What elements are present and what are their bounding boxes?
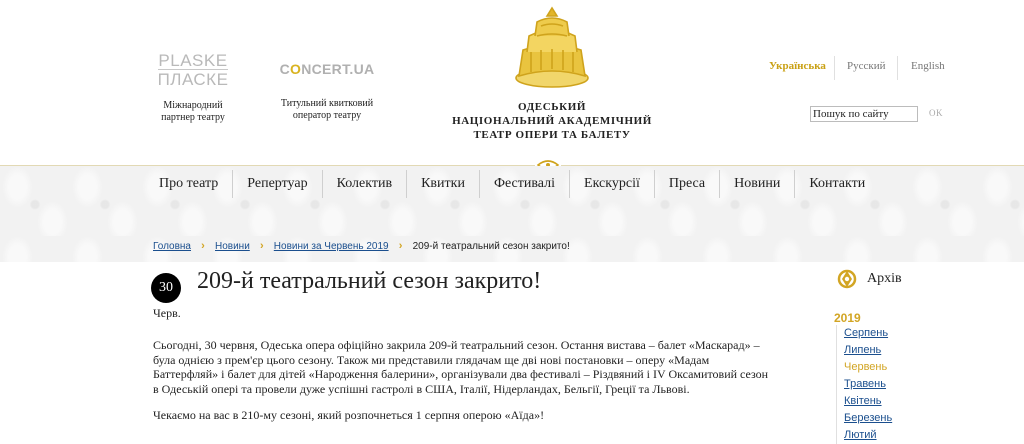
partner-caption: Міжнародний партнер театру xyxy=(161,100,225,123)
theatre-name: ОДЕСЬКИЙ НАЦІОНАЛЬНИЙ АКАДЕМІЧНИЙ ТЕАТР ОПЕРИ ТА БАЛЕТУ xyxy=(452,101,652,141)
partner-caption: Титульний квитковий оператор театру xyxy=(280,98,374,121)
archive-month-list xyxy=(836,325,896,444)
breadcrumb-current: 209-й театральний сезон закрито! xyxy=(412,240,570,252)
archive-month-link[interactable]: Березень xyxy=(844,412,893,424)
date-month: Черв. xyxy=(153,306,181,320)
archive-month-link[interactable]: Лютий xyxy=(844,429,877,441)
archive-month-link[interactable]: Серпень xyxy=(844,327,889,339)
chevron-right-icon: › xyxy=(398,240,403,252)
chevron-right-icon: › xyxy=(201,240,205,252)
nav-item-about[interactable]: Про театр xyxy=(145,170,233,198)
nav-item-festivals[interactable]: Фестивалі xyxy=(480,170,570,198)
nav-item-contacts[interactable]: Контакти xyxy=(809,176,866,191)
concert-ua-logo[interactable]: CONCERT.UA xyxy=(279,61,375,77)
nav-item-tickets[interactable]: Квитки xyxy=(407,170,480,198)
archive-header xyxy=(836,268,902,290)
article-body xyxy=(153,338,775,435)
lang-russian[interactable]: Русский xyxy=(847,60,886,72)
lang-ukrainian[interactable]: Українська xyxy=(769,60,826,72)
search-input[interactable] xyxy=(810,106,918,122)
plaske-logo-line2: ПЛАСКЕ xyxy=(157,70,229,89)
theatre-crown-logo[interactable] xyxy=(507,6,597,92)
plaske-logo-line1: PLASKE xyxy=(158,51,228,70)
site-header xyxy=(0,0,1024,165)
archive-month-link[interactable]: Квітень xyxy=(844,395,882,407)
lang-english[interactable]: English xyxy=(911,60,945,72)
archive-month-link[interactable]: Липень xyxy=(844,344,882,356)
archive-label: Архів xyxy=(867,271,902,286)
main-nav xyxy=(145,170,879,198)
partner-plaske[interactable] xyxy=(148,52,238,124)
article-paragraph: Чекаємо на вас в 210-му сезоні, який розпочнеться 1 серпня оперою «Аїда»! xyxy=(153,408,545,422)
breadcrumb-month[interactable]: Новини за Червень 2019 xyxy=(273,240,389,252)
lang-divider xyxy=(834,56,835,80)
lang-divider xyxy=(897,56,898,80)
breadcrumb-news[interactable]: Новини xyxy=(215,240,250,252)
chevron-right-icon: › xyxy=(259,240,264,252)
archive-month-active[interactable]: Червень xyxy=(844,361,888,373)
nav-item-tours[interactable]: Екскурсії xyxy=(570,170,655,198)
date-badge: 30 xyxy=(151,273,181,303)
breadcrumb xyxy=(153,240,570,252)
nav-item-news[interactable]: Новини xyxy=(720,170,795,198)
archive-ornament-icon xyxy=(836,268,858,290)
partner-concert[interactable] xyxy=(262,52,392,122)
nav-item-press[interactable]: Преса xyxy=(655,170,720,198)
page-title: 209-й театральний сезон закрито! xyxy=(197,268,542,294)
nav-item-repertoire[interactable]: Репертуар xyxy=(233,170,322,198)
article-paragraph: Сьогодні, 30 червня, Одеська опера офіційно закрила 209-й театральний сезон. Остання вистава – балет «Маскарад» – була однією з прем'єр цього сезону. Також ми представили глядачам ще дві нові постановки – оперу «Мадам Баттерфляй» і балет для дітей «Народження балерини», організували два фестивалі – Різдвяний і IV Оксамитовий сезон в Одеській опері та провели дуже успішні гастролі в США, Італії, Нідерландах, Бельгії, Греції та Львові. xyxy=(153,338,769,396)
archive-month-link[interactable]: Травень xyxy=(844,378,886,390)
search-ok-button[interactable]: OK xyxy=(929,108,943,118)
breadcrumb-home[interactable]: Головна xyxy=(153,240,191,252)
plaske-logo[interactable] xyxy=(148,52,238,88)
archive-year[interactable]: 2019 xyxy=(834,311,861,325)
nav-item-troupe[interactable]: Колектив xyxy=(323,170,408,198)
